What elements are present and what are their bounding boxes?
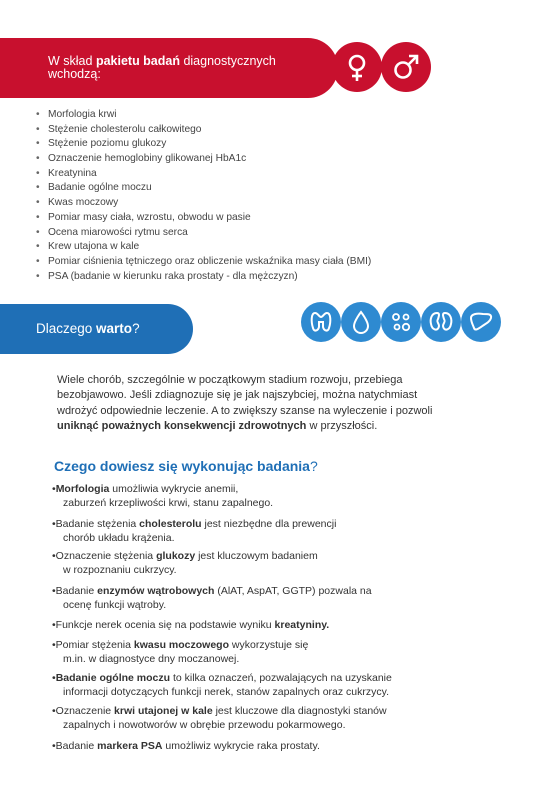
list-item: •Badanie ogólne moczu to kilka oznaczeń, pozwalających na uzyskanie informacji dotyczących funkcji nerek, stanów zapalnych oraz cukrzycy. <box>52 672 392 698</box>
list-item: • Badanie ogólne moczu <box>36 181 371 196</box>
intro-paragraph: Wiele chorób, szczególnie w początkowym stadium rozwoju, przebiega bezobjawowo. Jeśli zdiagnozuje się je jak najszybciej, można natychmiast wdrożyć odpowiednie leczenie. A to zwiększy szanse na wyleczenie i pozwoli uniknąć poważnych konsekwencji zdrowotnych w przyszłości. <box>57 374 433 432</box>
package-header-text: W skład pakietu badań diagnostycznych wchodzą: <box>48 54 276 81</box>
list-item: • Stężenie cholesterolu całkowitego <box>36 123 371 138</box>
list-item: • Ocena miarowości rytmu serca <box>36 226 371 241</box>
why-banner <box>0 304 193 354</box>
list-item: •Badanie enzymów wątrobowych (AlAT, AspAT, GGTP) pozwala na ocenę funkcji wątroby. <box>52 585 372 611</box>
list-item: • Kwas moczowy <box>36 196 371 211</box>
female-symbol-icon <box>332 42 382 92</box>
list-item: •Oznaczenie stężenia glukozy jest kluczowym badaniem w rozpoznaniu cukrzycy. <box>52 550 318 576</box>
why-heading: Dlaczego warto? <box>36 321 140 336</box>
list-item: •Badanie stężenia cholesterolu jest niezbędne dla prewencji chorób układu krążenia. <box>52 518 337 544</box>
section-subheading: Czego dowiesz się wykonując badania? <box>54 458 318 474</box>
liver-icon <box>461 302 501 342</box>
list-item: • Stężenie poziomu glukozy <box>36 137 371 152</box>
list-item: • Oznaczenie hemoglobiny glikowanej HbA1c <box>36 152 371 167</box>
thyroid-icon <box>301 302 341 342</box>
list-item: • PSA (badanie w kierunku raka prostaty - dla mężczyzn) <box>36 270 371 285</box>
list-item: • Kreatynina <box>36 167 371 182</box>
tests-list <box>36 108 371 284</box>
list-item: • Krew utajona w kale <box>36 240 371 255</box>
list-item: • Morfologia krwi <box>36 108 371 123</box>
list-item: •Badanie markera PSA umożliwiz wykrycie raka prostaty. <box>52 740 320 752</box>
male-symbol-icon <box>381 42 431 92</box>
kidneys-icon <box>421 302 461 342</box>
list-item: • Pomiar ciśnienia tętniczego oraz obliczenie wskaźnika masy ciała (BMI) <box>36 255 371 270</box>
list-item: •Oznaczenie krwi utajonej w kale jest kluczowe dla diagnostyki stanów zapalnych i nowotworów w obrębie przewodu pokarmowego. <box>52 705 387 731</box>
list-item: • Pomiar masy ciała, wzrostu, obwodu w pasie <box>36 211 371 226</box>
list-item: •Pomiar stężenia kwasu moczowego wykorzystuje się m.in. w diagnostyce dny moczanowej. <box>52 639 309 665</box>
package-header-banner <box>0 38 338 98</box>
cells-icon <box>381 302 421 342</box>
list-item: •Morfologia umożliwia wykrycie anemii, zaburzeń krzepliwości krwi, stanu zapalnego. <box>52 483 274 509</box>
blood-drop-icon <box>341 302 381 342</box>
list-item: •Funkcje nerek ocenia się na podstawie wyniku kreatyniny. <box>52 619 330 631</box>
